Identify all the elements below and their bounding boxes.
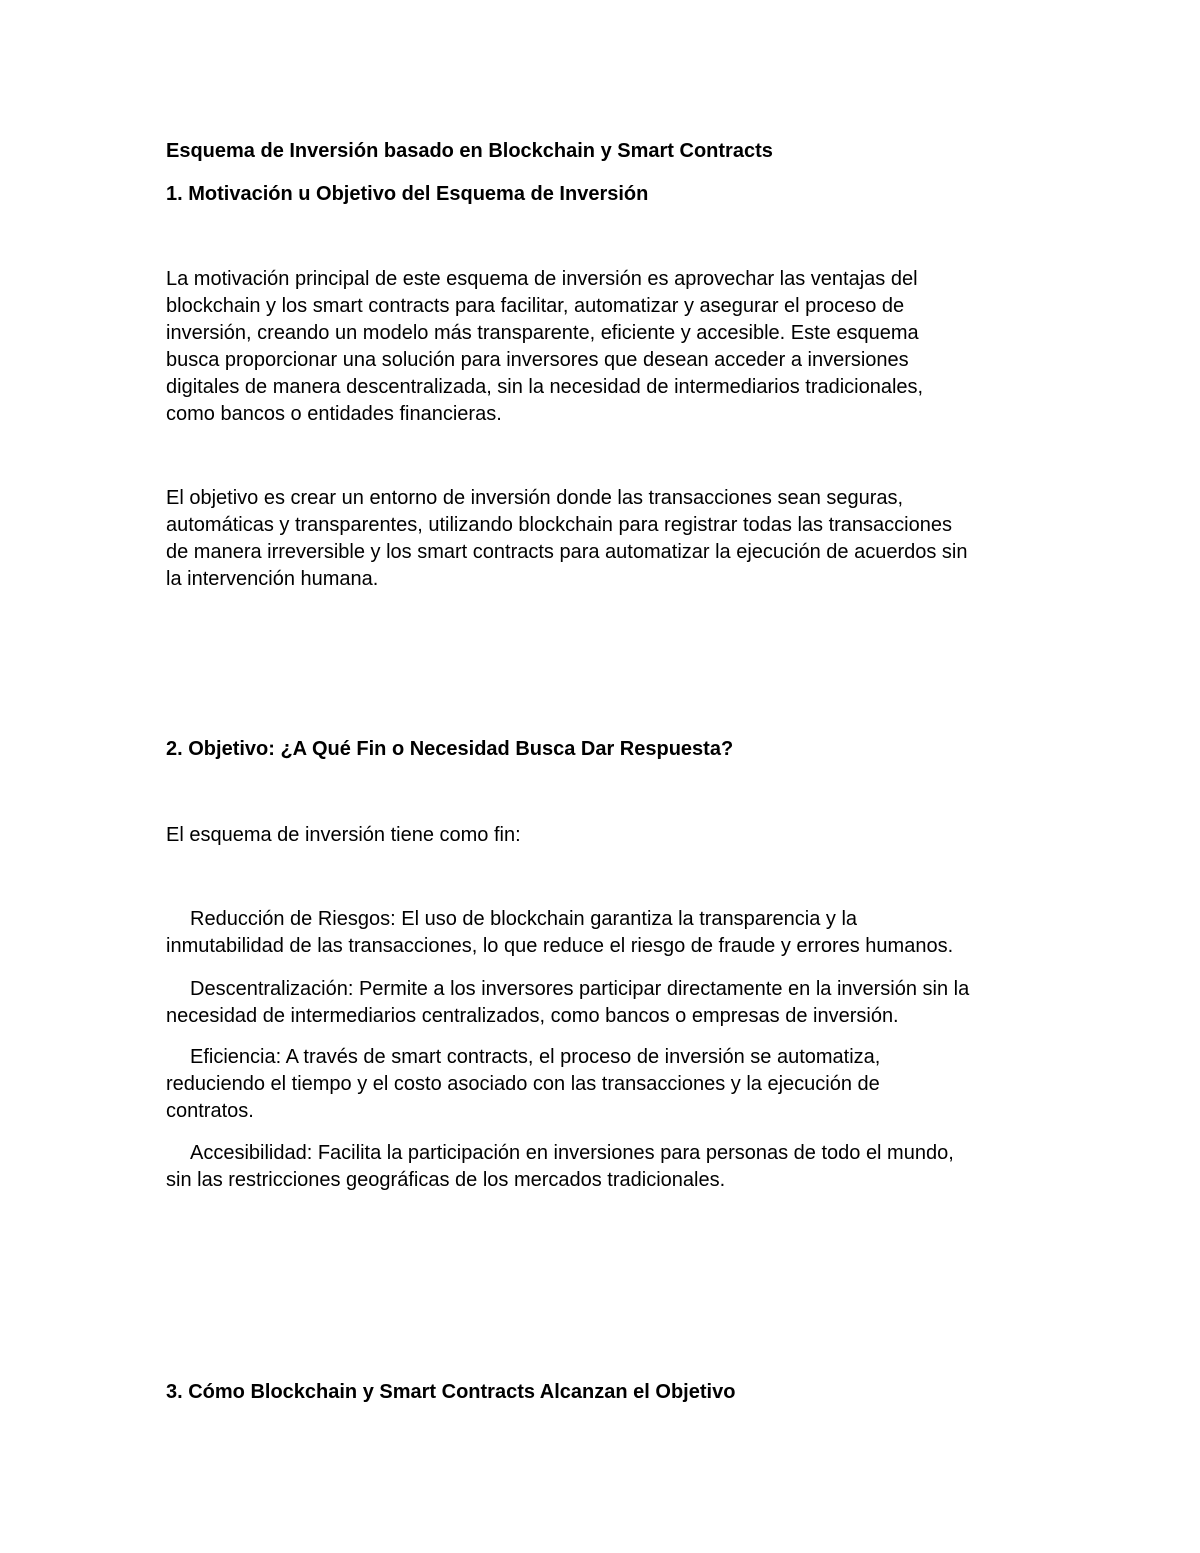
- text-line: necesidad de intermediarios centralizados, como bancos o empresas de inversión.: [166, 1005, 899, 1027]
- text-line: digitales de manera descentralizada, sin la necesidad de intermediarios tradicionales,: [166, 376, 924, 398]
- text-segment: Eficiencia: A través de smart contracts, el proceso de inversión se automatiza,: [190, 1046, 881, 1068]
- section-1-paragraph-1: [166, 266, 923, 428]
- text-line: como bancos o entidades financieras.: [166, 403, 502, 425]
- text-segment: Descentralización: Permite a los inversores participar directamente en la inversión sin la: [190, 978, 970, 1000]
- text-line: inversión, creando un modelo más transparente, eficiente y accesible. Este esquema: [166, 322, 919, 344]
- list-item-accesibilidad: [166, 1140, 954, 1194]
- text-line: contratos.: [166, 1100, 254, 1122]
- text-line: blockchain y los smart contracts para facilitar, automatizar y asegurar el proceso de: [166, 295, 905, 317]
- section-3-heading: 3. Cómo Blockchain y Smart Contracts Alcanzan el Objetivo: [166, 1381, 736, 1403]
- list-item-reduccion-riesgos: [166, 906, 953, 960]
- text-line: inmutabilidad de las transacciones, lo que reduce el riesgo de fraude y errores humanos.: [166, 935, 954, 957]
- text-line: El objetivo es crear un entorno de inversión donde las transacciones sean seguras,: [166, 487, 904, 509]
- text-line: sin las restricciones geográficas de los mercados tradicionales.: [166, 1169, 726, 1191]
- text-line: La motivación principal de este esquema de inversión es aprovechar las ventajas del: [166, 268, 918, 290]
- text-line: la intervención humana.: [166, 568, 379, 590]
- text-line: de manera irreversible y los smart contracts para automatizar la ejecución de acuerdos sin: [166, 541, 968, 563]
- section-1-paragraph-2: [166, 485, 967, 593]
- document-title: Esquema de Inversión basado en Blockchain y Smart Contracts: [166, 140, 773, 162]
- text-segment: Accesibilidad: Facilita la participación en inversiones para personas de todo el mundo,: [190, 1142, 954, 1164]
- text-line: reduciendo el tiempo y el costo asociado con las transacciones y la ejecución de: [166, 1073, 880, 1095]
- text-line: [166, 976, 969, 1003]
- list-item-descentralizacion: [166, 976, 969, 1030]
- list-item-eficiencia: [166, 1044, 880, 1125]
- text-line: busca proporcionar una solución para inversores que desean acceder a inversiones: [166, 349, 909, 371]
- section-1-heading: 1. Motivación u Objetivo del Esquema de Inversión: [166, 183, 649, 205]
- section-2-intro: El esquema de inversión tiene como fin:: [166, 824, 521, 846]
- text-line: automáticas y transparentes, utilizando blockchain para registrar todas las transacciones: [166, 514, 952, 536]
- section-2-heading: 2. Objetivo: ¿A Qué Fin o Necesidad Busca Dar Respuesta?: [166, 738, 734, 760]
- text-line: [166, 1140, 954, 1167]
- text-line: [166, 1044, 880, 1071]
- text-line: [166, 906, 953, 933]
- text-segment: Reducción de Riesgos: El uso de blockchain garantiza la transparencia y la: [190, 908, 858, 930]
